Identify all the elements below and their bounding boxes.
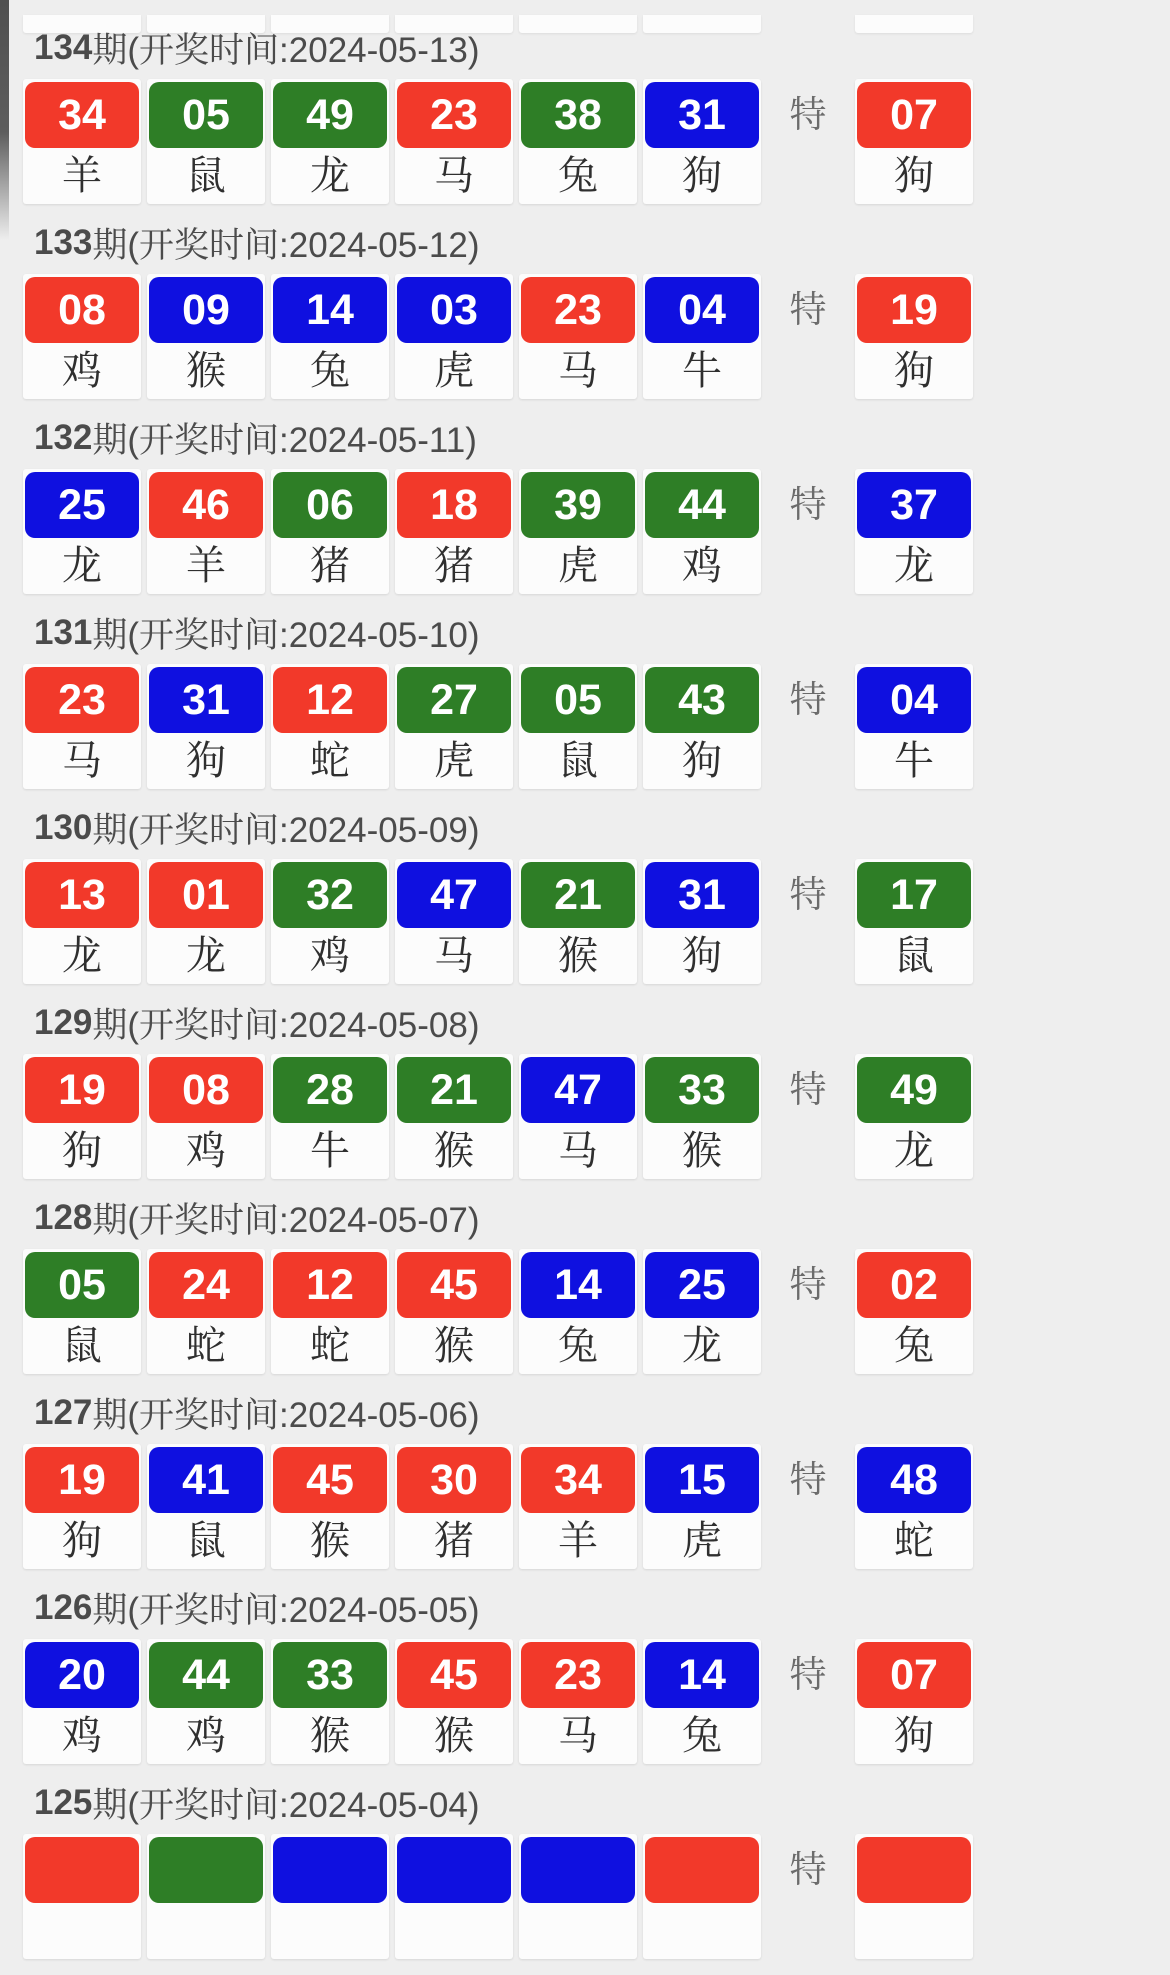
period-number: 125 — [34, 1783, 93, 1822]
special-ball-number: 07 — [857, 1642, 971, 1708]
zodiac-label: 马 — [558, 349, 598, 393]
zodiac-label: 兔 — [558, 154, 598, 198]
ball-number: 44 — [645, 472, 759, 538]
ball-number: 34 — [25, 82, 139, 148]
special-marker: 特 — [789, 289, 827, 330]
ball-number: 19 — [25, 1057, 139, 1123]
draw-row — [0, 1054, 1170, 1179]
period-number: 133 — [34, 223, 93, 262]
ball-cell — [395, 1834, 513, 1959]
ball-number: 09 — [149, 277, 263, 343]
ball-cell — [271, 1444, 389, 1569]
ball-cell — [271, 1054, 389, 1179]
ball-cell — [271, 274, 389, 399]
ball-cell — [395, 79, 513, 204]
special-zodiac-label: 龙 — [894, 544, 934, 588]
zodiac-label: 狗 — [682, 739, 722, 783]
zodiac-label: 鸡 — [62, 349, 102, 393]
special-marker-area — [767, 1444, 849, 1569]
ball-cell — [147, 1054, 265, 1179]
zodiac-label: 蛇 — [310, 739, 350, 783]
ball-number: 14 — [273, 277, 387, 343]
ball-cell — [643, 469, 761, 594]
ball-number: 12 — [273, 667, 387, 733]
period-block — [0, 805, 1170, 1000]
ball-number: 15 — [645, 1447, 759, 1513]
ball-cell — [147, 859, 265, 984]
period-date-text: 期(开奖时间:2024-05-06) — [92, 1396, 480, 1435]
ball-number: 05 — [25, 1252, 139, 1318]
special-ball-number: 49 — [857, 1057, 971, 1123]
ball-cell — [395, 1054, 513, 1179]
zodiac-label: 猴 — [434, 1714, 474, 1758]
ball-number: 05 — [149, 82, 263, 148]
special-ball-number: 37 — [857, 472, 971, 538]
period-header — [0, 220, 1170, 266]
period-number: 126 — [34, 1588, 93, 1627]
special-marker-area — [767, 1054, 849, 1179]
ball-cell — [519, 859, 637, 984]
ball-cell — [643, 1054, 761, 1179]
ball-number: 14 — [645, 1642, 759, 1708]
ball-cell — [395, 1249, 513, 1374]
zodiac-label — [271, 1903, 389, 1955]
special-ball-number: 48 — [857, 1447, 971, 1513]
special-ball-cell — [855, 664, 973, 789]
ball-number: 25 — [25, 472, 139, 538]
zodiac-label: 羊 — [558, 1519, 598, 1563]
zodiac-label — [147, 1903, 265, 1955]
special-ball-number: 17 — [857, 862, 971, 928]
special-ball-number — [857, 1837, 971, 1903]
special-marker: 特 — [789, 94, 827, 135]
ball-number: 25 — [645, 1252, 759, 1318]
ball-cell — [643, 1639, 761, 1764]
zodiac-label: 狗 — [186, 739, 226, 783]
zodiac-label: 鼠 — [558, 739, 598, 783]
special-ball-cell — [855, 1444, 973, 1569]
zodiac-label: 鼠 — [186, 154, 226, 198]
ball-number: 18 — [397, 472, 511, 538]
special-ball-number: 04 — [857, 667, 971, 733]
ball-number: 23 — [397, 82, 511, 148]
zodiac-label: 猪 — [434, 544, 474, 588]
zodiac-label: 猴 — [434, 1324, 474, 1368]
period-date-text: 期(开奖时间:2024-05-09) — [92, 811, 480, 850]
ball-number: 33 — [273, 1642, 387, 1708]
ball-number: 47 — [521, 1057, 635, 1123]
period-number: 132 — [34, 418, 93, 457]
ball-number: 13 — [25, 862, 139, 928]
period-number: 134 — [34, 28, 93, 67]
period-header — [0, 415, 1170, 461]
draw-row — [0, 1834, 1170, 1959]
zodiac-label: 马 — [62, 739, 102, 783]
period-date-text: 期(开奖时间:2024-05-08) — [92, 1006, 480, 1045]
special-marker-area — [767, 664, 849, 789]
ball-number: 47 — [397, 862, 511, 928]
ball-number: 14 — [521, 1252, 635, 1318]
ball-cell — [147, 469, 265, 594]
special-ball-cell — [855, 1639, 973, 1764]
ball-number: 21 — [521, 862, 635, 928]
ball-number: 23 — [521, 277, 635, 343]
special-ball-cell — [855, 469, 973, 594]
special-zodiac-label: 龙 — [894, 1129, 934, 1173]
ball-cell — [395, 469, 513, 594]
special-zodiac-label: 蛇 — [894, 1519, 934, 1563]
ball-number: 24 — [149, 1252, 263, 1318]
special-marker-area — [767, 1834, 849, 1959]
period-number: 131 — [34, 613, 93, 652]
zodiac-label: 马 — [558, 1129, 598, 1173]
zodiac-label: 猴 — [310, 1714, 350, 1758]
ball-cell — [271, 79, 389, 204]
zodiac-label: 猪 — [310, 544, 350, 588]
zodiac-label: 猴 — [682, 1129, 722, 1173]
draw-row — [0, 859, 1170, 984]
ball-number: 49 — [273, 82, 387, 148]
period-header — [0, 1585, 1170, 1631]
zodiac-label — [643, 1903, 761, 1955]
zodiac-label: 龙 — [310, 154, 350, 198]
zodiac-label: 牛 — [310, 1129, 350, 1173]
ball-cell — [519, 1639, 637, 1764]
ball-cell — [643, 859, 761, 984]
ball-number: 32 — [273, 862, 387, 928]
zodiac-label: 羊 — [62, 154, 102, 198]
special-ball-cell — [855, 79, 973, 204]
special-marker: 特 — [789, 679, 827, 720]
period-number: 130 — [34, 808, 93, 847]
ball-cell — [519, 79, 637, 204]
period-block — [0, 1195, 1170, 1390]
ball-number: 23 — [521, 1642, 635, 1708]
period-block — [0, 1585, 1170, 1780]
ball-number: 28 — [273, 1057, 387, 1123]
special-zodiac-label: 兔 — [894, 1324, 934, 1368]
results-list — [0, 25, 1170, 1975]
ball-number: 30 — [397, 1447, 511, 1513]
ball-cell — [395, 664, 513, 789]
special-marker: 特 — [789, 484, 827, 525]
zodiac-label: 羊 — [186, 544, 226, 588]
period-header — [0, 25, 1170, 71]
ball-cell — [395, 1444, 513, 1569]
special-zodiac-label: 狗 — [894, 1714, 934, 1758]
zodiac-label: 鸡 — [62, 1714, 102, 1758]
zodiac-label: 猴 — [310, 1519, 350, 1563]
period-header — [0, 1780, 1170, 1826]
zodiac-label — [519, 1903, 637, 1955]
ball-cell — [519, 274, 637, 399]
ball-cell — [271, 469, 389, 594]
ball-cell — [271, 1834, 389, 1959]
draw-row — [0, 1639, 1170, 1764]
ball-cell — [395, 274, 513, 399]
ball-cell — [519, 1249, 637, 1374]
ball-cell — [23, 1834, 141, 1959]
zodiac-label: 鸡 — [310, 934, 350, 978]
special-ball-cell — [855, 1054, 973, 1179]
zodiac-label: 鸡 — [682, 544, 722, 588]
ball-cell — [271, 1249, 389, 1374]
ball-cell — [519, 1054, 637, 1179]
special-zodiac-label: 狗 — [894, 349, 934, 393]
ball-cell — [395, 1639, 513, 1764]
ball-number: 43 — [645, 667, 759, 733]
ball-cell — [643, 79, 761, 204]
period-block — [0, 610, 1170, 805]
zodiac-label: 马 — [434, 154, 474, 198]
ball-cell — [147, 274, 265, 399]
ball-number: 04 — [645, 277, 759, 343]
ball-number: 06 — [273, 472, 387, 538]
period-header — [0, 1195, 1170, 1241]
ball-cell — [271, 859, 389, 984]
zodiac-label: 虎 — [682, 1519, 722, 1563]
zodiac-label: 鼠 — [186, 1519, 226, 1563]
zodiac-label: 牛 — [682, 349, 722, 393]
period-block — [0, 415, 1170, 610]
ball-cell — [147, 79, 265, 204]
ball-number: 21 — [397, 1057, 511, 1123]
period-header — [0, 610, 1170, 656]
ball-number — [25, 1837, 139, 1903]
special-marker-area — [767, 79, 849, 204]
ball-number: 08 — [149, 1057, 263, 1123]
special-ball-cell — [855, 859, 973, 984]
zodiac-label: 蛇 — [186, 1324, 226, 1368]
zodiac-label: 猴 — [186, 349, 226, 393]
draw-row — [0, 1249, 1170, 1374]
period-block — [0, 1780, 1170, 1975]
period-date-text: 期(开奖时间:2024-05-12) — [92, 226, 480, 265]
zodiac-label: 猴 — [558, 934, 598, 978]
ball-number: 20 — [25, 1642, 139, 1708]
ball-cell — [23, 1639, 141, 1764]
ball-number: 12 — [273, 1252, 387, 1318]
ball-number: 19 — [25, 1447, 139, 1513]
ball-cell — [643, 1834, 761, 1959]
ball-number: 01 — [149, 862, 263, 928]
ball-cell — [23, 664, 141, 789]
zodiac-label: 鸡 — [186, 1714, 226, 1758]
zodiac-label: 猪 — [434, 1519, 474, 1563]
ball-number: 46 — [149, 472, 263, 538]
special-marker: 特 — [789, 1654, 827, 1695]
ball-cell — [147, 1249, 265, 1374]
ball-number: 45 — [397, 1252, 511, 1318]
ball-number — [521, 1837, 635, 1903]
period-block — [0, 1390, 1170, 1585]
zodiac-label: 鸡 — [186, 1129, 226, 1173]
zodiac-label: 兔 — [558, 1324, 598, 1368]
ball-cell — [147, 1834, 265, 1959]
zodiac-label — [23, 1903, 141, 1955]
draw-row — [0, 274, 1170, 399]
special-ball-cell — [855, 1249, 973, 1374]
ball-number: 23 — [25, 667, 139, 733]
ball-number: 44 — [149, 1642, 263, 1708]
zodiac-label: 猴 — [434, 1129, 474, 1173]
special-marker: 特 — [789, 1849, 827, 1890]
ball-cell — [519, 469, 637, 594]
ball-cell — [147, 1444, 265, 1569]
ball-cell — [23, 469, 141, 594]
special-marker: 特 — [789, 1069, 827, 1110]
period-header — [0, 1000, 1170, 1046]
special-zodiac-label — [855, 1903, 973, 1955]
zodiac-label: 龙 — [186, 934, 226, 978]
draw-row — [0, 469, 1170, 594]
ball-cell — [643, 274, 761, 399]
ball-number: 05 — [521, 667, 635, 733]
zodiac-label: 蛇 — [310, 1324, 350, 1368]
ball-cell — [271, 664, 389, 789]
ball-number — [645, 1837, 759, 1903]
ball-number — [397, 1837, 511, 1903]
special-ball-number: 02 — [857, 1252, 971, 1318]
zodiac-label: 龙 — [62, 544, 102, 588]
ball-cell — [23, 1054, 141, 1179]
zodiac-label — [395, 1903, 513, 1955]
zodiac-label: 马 — [434, 934, 474, 978]
zodiac-label: 狗 — [682, 154, 722, 198]
ball-cell — [147, 1639, 265, 1764]
period-block — [0, 220, 1170, 415]
zodiac-label: 马 — [558, 1714, 598, 1758]
ball-cell — [519, 664, 637, 789]
period-number: 129 — [34, 1003, 93, 1042]
period-header — [0, 1390, 1170, 1436]
ball-number: 27 — [397, 667, 511, 733]
special-ball-cell — [855, 1834, 973, 1959]
ball-number: 38 — [521, 82, 635, 148]
zodiac-label: 虎 — [434, 739, 474, 783]
zodiac-label: 狗 — [62, 1129, 102, 1173]
special-marker-area — [767, 1249, 849, 1374]
period-number: 128 — [34, 1198, 93, 1237]
zodiac-label: 狗 — [682, 934, 722, 978]
special-marker: 特 — [789, 1264, 827, 1305]
special-marker-area — [767, 469, 849, 594]
ball-cell — [643, 1444, 761, 1569]
special-marker: 特 — [789, 874, 827, 915]
ball-number: 41 — [149, 1447, 263, 1513]
period-date-text: 期(开奖时间:2024-05-07) — [92, 1201, 480, 1240]
period-date-text: 期(开奖时间:2024-05-13) — [92, 31, 480, 70]
special-marker: 特 — [789, 1459, 827, 1500]
ball-cell — [643, 1249, 761, 1374]
ball-number — [149, 1837, 263, 1903]
ball-number: 31 — [149, 667, 263, 733]
ball-cell — [519, 1834, 637, 1959]
ball-number: 33 — [645, 1057, 759, 1123]
ball-number: 45 — [273, 1447, 387, 1513]
draw-row — [0, 1444, 1170, 1569]
zodiac-label: 龙 — [682, 1324, 722, 1368]
period-block — [0, 1000, 1170, 1195]
special-zodiac-label: 狗 — [894, 154, 934, 198]
zodiac-label: 狗 — [62, 1519, 102, 1563]
ball-cell — [23, 859, 141, 984]
period-date-text: 期(开奖时间:2024-05-11) — [92, 421, 477, 460]
ball-cell — [147, 664, 265, 789]
special-marker-area — [767, 859, 849, 984]
ball-number — [273, 1837, 387, 1903]
period-number: 127 — [34, 1393, 93, 1432]
ball-number: 31 — [645, 862, 759, 928]
ball-number: 39 — [521, 472, 635, 538]
ball-cell — [519, 1444, 637, 1569]
ball-cell — [23, 79, 141, 204]
ball-cell — [643, 664, 761, 789]
special-marker-area — [767, 1639, 849, 1764]
ball-cell — [395, 859, 513, 984]
ball-number: 31 — [645, 82, 759, 148]
zodiac-label: 龙 — [62, 934, 102, 978]
ball-cell — [23, 274, 141, 399]
zodiac-label: 兔 — [682, 1714, 722, 1758]
ball-number: 03 — [397, 277, 511, 343]
special-ball-number: 19 — [857, 277, 971, 343]
ball-number: 34 — [521, 1447, 635, 1513]
special-ball-cell — [855, 274, 973, 399]
zodiac-label: 兔 — [310, 349, 350, 393]
ball-number: 45 — [397, 1642, 511, 1708]
period-date-text: 期(开奖时间:2024-05-04) — [92, 1786, 480, 1825]
ball-cell — [271, 1639, 389, 1764]
draw-row — [0, 664, 1170, 789]
zodiac-label: 虎 — [434, 349, 474, 393]
special-zodiac-label: 牛 — [894, 739, 934, 783]
special-zodiac-label: 鼠 — [894, 934, 934, 978]
special-marker-area — [767, 274, 849, 399]
ball-number: 08 — [25, 277, 139, 343]
period-header — [0, 805, 1170, 851]
period-block — [0, 25, 1170, 220]
period-date-text: 期(开奖时间:2024-05-10) — [92, 616, 480, 655]
zodiac-label: 鼠 — [62, 1324, 102, 1368]
period-date-text: 期(开奖时间:2024-05-05) — [92, 1591, 480, 1630]
draw-row — [0, 79, 1170, 204]
ball-cell — [23, 1444, 141, 1569]
zodiac-label: 虎 — [558, 544, 598, 588]
special-ball-number: 07 — [857, 82, 971, 148]
ball-cell — [23, 1249, 141, 1374]
